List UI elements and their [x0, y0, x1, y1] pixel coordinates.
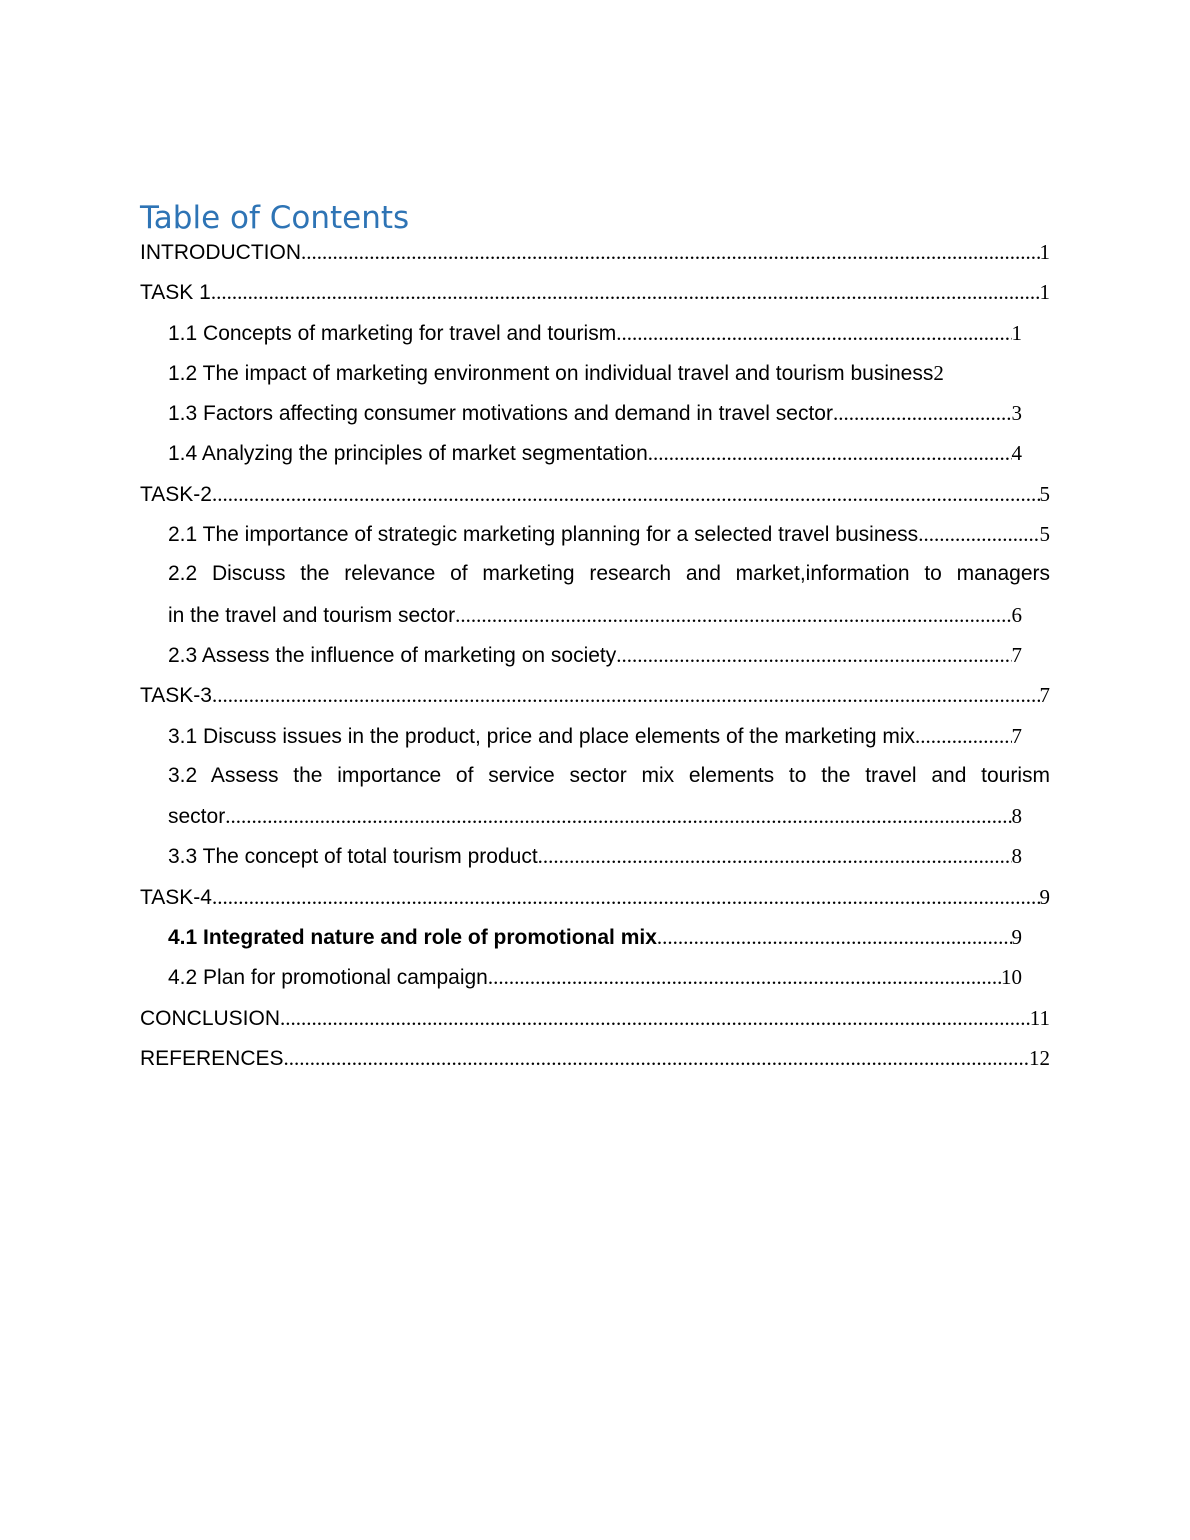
toc-entry-label: 1.4 Analyzing the principles of market segmentation: [168, 442, 648, 466]
toc-entry-1-3[interactable]: [140, 393, 1022, 433]
toc-entry-1-1[interactable]: [140, 313, 1022, 353]
toc-page-number: 2: [933, 360, 944, 385]
table-of-contents: [140, 232, 1050, 1078]
toc-entry-label: 1.2 The impact of marketing environment on individual travel and tourism business: [168, 361, 934, 385]
toc-entry-task-4[interactable]: [140, 877, 1050, 917]
toc-entry-task-1[interactable]: [140, 272, 1050, 312]
toc-dot-leader: [284, 1038, 1029, 1078]
toc-dot-leader: [212, 877, 1040, 917]
toc-entry-conclusion[interactable]: [140, 998, 1050, 1038]
toc-entry-introduction[interactable]: [140, 232, 1050, 272]
toc-page-number: 1: [1039, 280, 1050, 305]
toc-page-number: 8: [1011, 844, 1022, 869]
toc-entry-label: 4.1 Integrated nature and role of promotional mix: [168, 926, 657, 950]
toc-dot-leader: [212, 675, 1040, 715]
toc-entry-2-2-line-2[interactable]: [140, 595, 1022, 635]
toc-entry-3-1[interactable]: [140, 716, 1022, 756]
toc-entry-task-2[interactable]: [140, 474, 1050, 514]
toc-entry-1-2[interactable]: [140, 353, 1050, 393]
toc-entry-label: 1.3 Factors affecting consumer motivations and demand in travel sector: [168, 402, 833, 426]
toc-page-number: 5: [1039, 522, 1050, 547]
toc-dot-leader: [915, 716, 1011, 756]
toc-entry-2-3[interactable]: [140, 635, 1022, 675]
toc-entry-label: 3.1 Discuss issues in the product, price and place elements of the marketing mix: [168, 724, 916, 748]
toc-page-number: 8: [1011, 804, 1022, 829]
toc-page-number: 6: [1011, 602, 1022, 627]
toc-entry-label: CONCLUSION: [140, 1006, 281, 1030]
toc-page-number: 7: [1039, 683, 1050, 708]
toc-entry-label: 2.3 Assess the influence of marketing on society: [168, 643, 617, 667]
toc-entry-label: REFERENCES: [140, 1046, 284, 1070]
toc-entry-4-1[interactable]: [140, 917, 1022, 957]
toc-entry-label: 1.1 Concepts of marketing for travel and tourism: [168, 321, 617, 345]
toc-dot-leader: [211, 272, 1040, 312]
toc-entry-label: in the travel and tourism sector: [168, 603, 456, 627]
toc-entry-label: 4.2 Plan for promotional campaign: [168, 966, 488, 990]
toc-entry-label: 2.1 The importance of strategic marketing planning for a selected travel business: [168, 523, 919, 547]
toc-entry-3-2-line-1[interactable]: [140, 756, 1050, 796]
toc-entry-2-1[interactable]: [140, 514, 1050, 554]
toc-entry-label: 3.3 The concept of total tourism product: [168, 845, 538, 869]
toc-page-number: 1: [1011, 320, 1022, 345]
toc-dot-leader: [280, 998, 1030, 1038]
toc-entry-label: sector: [168, 805, 226, 829]
toc-entry-3-2-line-2[interactable]: [140, 796, 1022, 836]
toc-page-number: 1: [1039, 240, 1050, 264]
toc-dot-leader: [833, 393, 1012, 433]
toc-page-number: 9: [1011, 925, 1022, 950]
toc-dot-leader: [455, 595, 1011, 635]
toc-page-number: 4: [1011, 441, 1022, 466]
toc-page-number: 11: [1029, 1005, 1050, 1030]
toc-dot-leader: [616, 635, 1011, 675]
toc-dot-leader: [225, 796, 1011, 836]
toc-entry-2-2-line-1[interactable]: [140, 554, 1050, 594]
toc-dot-leader: [538, 836, 1012, 876]
toc-entry-label: TASK-4: [140, 885, 212, 909]
toc-page-number: 10: [1001, 965, 1022, 990]
toc-entry-references[interactable]: [140, 1038, 1050, 1078]
toc-entry-label: INTRODUCTION: [140, 241, 301, 264]
toc-title: Table of Contents: [140, 200, 410, 236]
toc-dot-leader: [657, 917, 1012, 957]
toc-page-number: 3: [1011, 401, 1022, 426]
toc-entry-4-2[interactable]: [140, 957, 1022, 997]
toc-entry-label: 3.2 Assess the importance of service sector mix elements to the travel and tourism: [168, 763, 1050, 787]
toc-entry-1-4[interactable]: [140, 433, 1022, 473]
toc-dot-leader: [301, 232, 1040, 272]
toc-dot-leader: [616, 313, 1011, 353]
toc-dot-leader: [488, 957, 1001, 997]
toc-page-number: 7: [1011, 642, 1022, 667]
toc-entry-label: TASK-3: [140, 684, 212, 708]
toc-dot-leader: [212, 474, 1040, 514]
toc-page-number: 12: [1029, 1045, 1050, 1070]
toc-page-number: 9: [1039, 884, 1050, 909]
toc-entry-label: 2.2 Discuss the relevance of marketing research and market,information to managers: [168, 562, 1050, 586]
toc-dot-leader: [648, 433, 1012, 473]
toc-entry-task-3[interactable]: [140, 675, 1050, 715]
toc-page-number: 5: [1039, 481, 1050, 506]
toc-entry-label: TASK-2: [140, 482, 212, 506]
toc-page-number: 7: [1011, 723, 1022, 748]
toc-entry-3-3[interactable]: [140, 836, 1022, 876]
toc-dot-leader: [918, 514, 1039, 554]
toc-entry-label: TASK 1: [140, 281, 211, 305]
